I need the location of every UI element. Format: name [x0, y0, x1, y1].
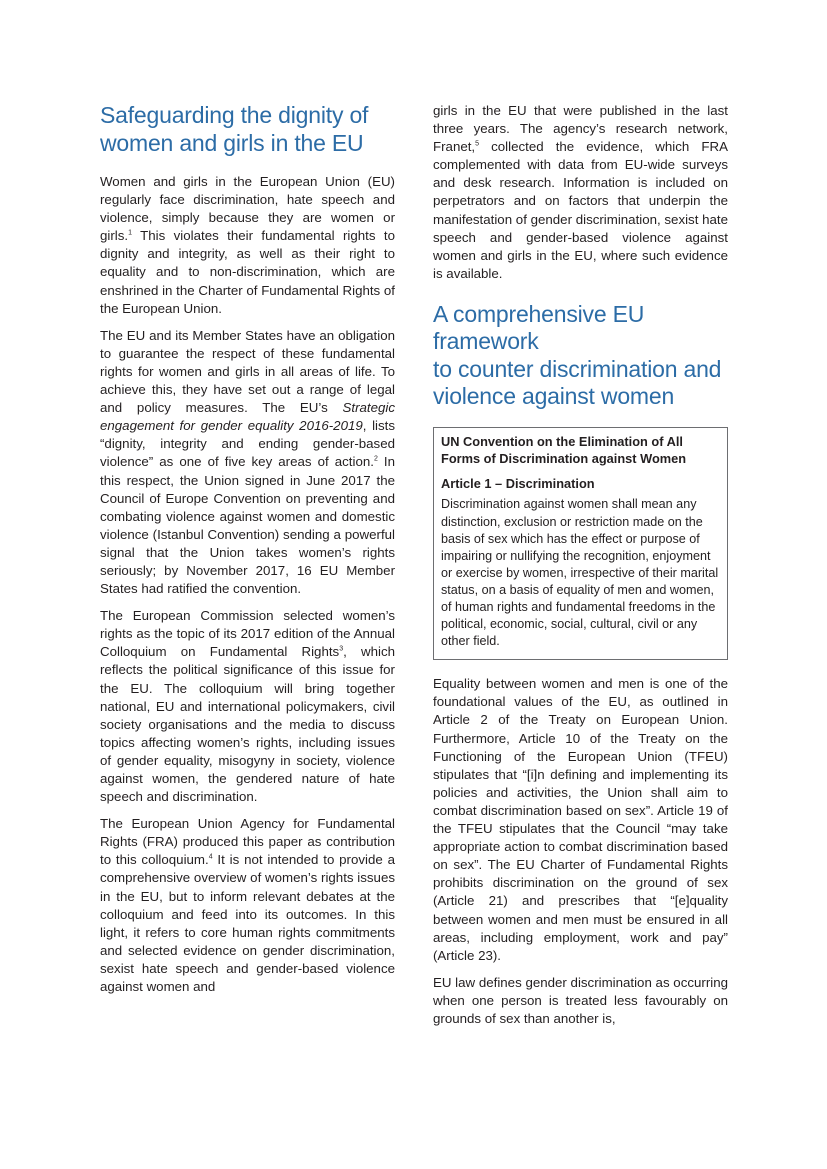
paragraph: The European Union Agency for Fundamental Rights (FRA) produced this paper as contribution to this colloquium.$^4$ It is not intended to provide a comprehensive overview of women’s rights issues in the EU, but to inform relevant debates at the colloquium and feed into its outcomes. In this light, it refers to core human rights commitments and selected evidence on gender discrimination, sexist hate speech and gender-based violence against women and [100, 816, 395, 995]
section-title-line: violence against women [433, 383, 675, 410]
section-title-line: women and girls in the EU [100, 129, 364, 156]
section-title-line: to counter discrimination and [433, 355, 722, 382]
paragraph: The EU and its Member States have an obligation to guarantee the respect of these fundamental rights for women and girls in all areas of life. To achieve this, they have set out a range of legal and policy measures. The EU’s Strategic engagement for gender equality 2016-2019, lists “dignity, integrity and ending gender-based violence” as one of five key areas of action.$^2$ In this respect, the Union signed in June 2017 the Council of Europe Convention on preventing and combating violence against women and domestic violence (Istanbul Convention) sending a powerful signal that the Union takes women’s rights seriously; by November 2017, 16 EU Member States had ratified the convention. [100, 327, 395, 597]
paragraph: Women and girls in the European Union (EU) regularly face discrimination, hate speech and violence, simply because they are women or girls.$^1$ This violates their fundamental rights to dignity and integrity, as well as their right to equality and to non-discrimination, which are enshrined in the Charter of Fundamental Rights of the European Union. [100, 174, 395, 316]
right-column [433, 102, 728, 1037]
box-article-heading: Article 1 – Discrimination [441, 475, 595, 491]
left-column [100, 102, 395, 1005]
section-title [433, 301, 728, 411]
section-title-line: A comprehensive EU framework [433, 300, 645, 355]
document-title-italic: Strategic engagement for gender equality 2016-2019 [100, 400, 395, 434]
paragraph: EU law defines gender discrimination as occurring when one person is treated less favourably on grounds of sex than another is, [433, 974, 728, 1026]
paragraph: Equality between women and men is one of the foundational values of the EU, as outlined in Article 2 of the Treaty on European Union. Furthermore, Article 10 of the Treaty on the Functioning of the European Union (TFEU) stipulates that “[i]n defining and implementing its policies and activities, the Union shall aim to combat discrimination based on sex”. Article 19 of the TFEU stipulates that the Council “may take appropriate action to combat discrimination based on sex”. The EU Charter of Fundamental Rights prohibits discrimination on the ground of sex (Article 21) and prescribes that “[e]quality between women and men must be ensured in all areas, including employment, work and pay” (Article 23). [433, 676, 728, 963]
footnote-ref[interactable]: 5 [475, 140, 480, 148]
section-title-line: Safeguarding the dignity of [100, 102, 369, 128]
box-title: UN Convention on the Elimination of All Forms of Discrimination against Women [441, 433, 687, 467]
box-text: Discrimination against women shall mean any distinction, exclusion or restriction made on the basis of sex which has the effect or purpose of impairing or nullifying the recognition, enjoyment or exercise by women, irrespective of their marital status, on a basis of equality of men and women, of human rights and fundamental freedoms in the political, economic, social, cultural, civil or any other field. [441, 497, 719, 649]
footnote-ref[interactable]: 1 [128, 229, 132, 237]
paragraph: girls in the EU that were published in the last three years. The agency’s research network, Franet,$^5$ collected the evidence, which FRA complemented with data from EU-wide surveys and desk research. Information is included on perpetrators and on factors that underpin the manifestation of gender discrimination, sexist hate speech and gender-based violence against women and girls in the EU, where such evidence is available. [433, 103, 728, 281]
convention-box [433, 427, 728, 660]
section-title [100, 102, 395, 157]
footnote-ref[interactable]: 4 [208, 853, 213, 861]
paragraph: The European Commission selected women’s rights as the topic of its 2017 edition of the Annual Colloquium on Fundamental Rights$^3$, which reflects the political significance of this issue for the EU. The colloquium will bring together national, EU and international policymakers, civil society organisations and the media to discuss topics affecting women’s rights, including issues of gender equality, misogyny in society, violence against women, the gendered nature of hate speech and discrimination. [100, 608, 395, 805]
footnote-ref[interactable]: 2 [373, 455, 378, 463]
footnote-ref[interactable]: 3 [339, 645, 344, 653]
